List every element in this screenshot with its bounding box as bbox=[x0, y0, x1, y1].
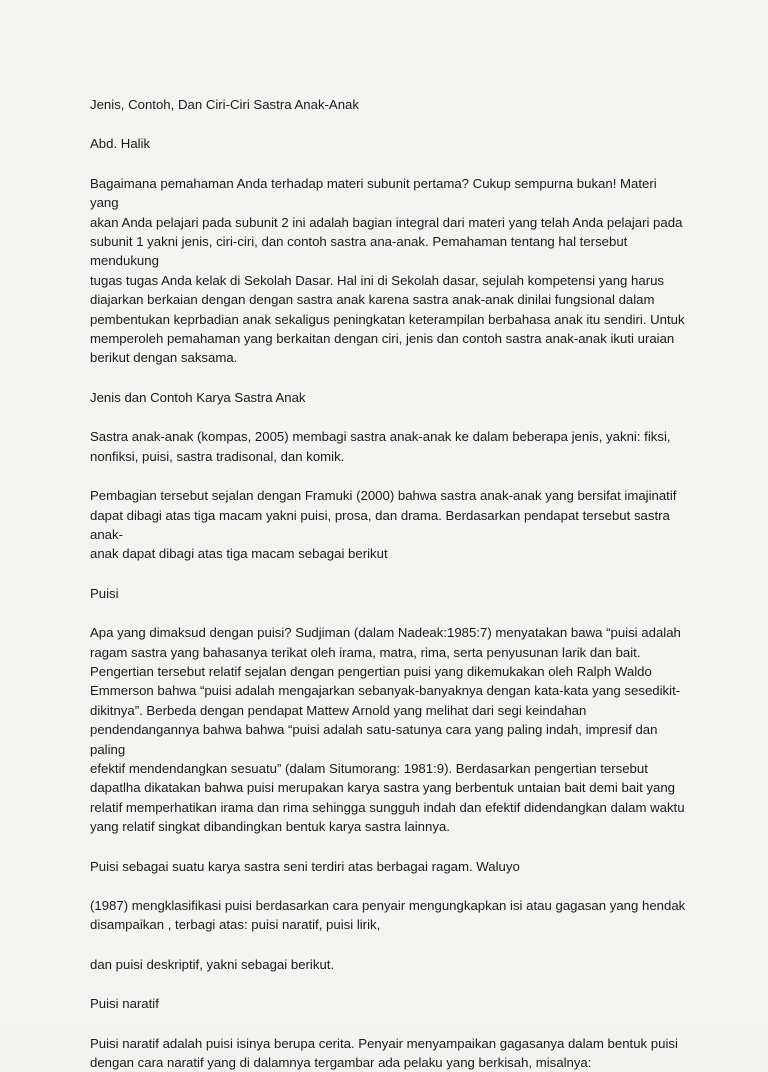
paragraph-puisi-naratif: Puisi naratif adalah puisi isinya berupa cerita. Penyair menyampaikan gagasanya dalam bentuk puisi dengan cara naratif yang di dalamnya tergambar ada pelaku yang berkisah, misalnya: bbox=[90, 1035, 678, 1071]
section-heading-puisi: Puisi bbox=[90, 585, 119, 601]
section-heading-puisi-naratif: Puisi naratif bbox=[90, 996, 159, 1012]
paragraph-deskriptif: dan puisi deskriptif, yakni sebagai berikut. bbox=[90, 956, 335, 972]
document-author: Abd. Halik bbox=[90, 136, 151, 152]
paragraph-kompas: Sastra anak-anak (kompas, 2005) membagi sastra anak-anak ke dalam beberapa jenis, yakni: fiksi, nonfiksi, puisi, sastra tradisonal, dan komik. bbox=[90, 429, 671, 464]
document-title: Jenis, Contoh, Dan Ciri-Ciri Sastra Anak-Anak bbox=[90, 97, 359, 112]
section-heading-jenis: Jenis dan Contoh Karya Sastra Anak bbox=[90, 389, 306, 405]
paragraph-framuki: Pembagian tersebut sejalan dengan Framuki (2000) bahwa sastra anak-anak yang bersifat imajinatif dapat dibagi atas tiga macam yakni puisi, prosa, dan drama. Berdasarkan pendapat tersebut sastra anak- anak dapat dibagi atas tiga macam sebagai berikut bbox=[90, 488, 677, 562]
paragraph-waluyo: (1987) mengklasifikasi puisi berdasarkan cara penyair mengungkapkan isi atau gagasan yang hendak disampaikan , terbagi atas: puisi naratif, puisi lirik, bbox=[90, 898, 686, 933]
paragraph-puisi-ragam: Puisi sebagai suatu karya sastra seni terdiri atas berbagai ragam. Waluyo bbox=[90, 858, 520, 874]
paragraph-puisi-definition: Apa yang dimaksud dengan puisi? Sudjiman (dalam Nadeak:1985:7) menyatakan bawa “puisi adalah ragam sastra yang bahasanya terikat oleh irama, matra, rima, serta penyusunan larik dan bait. Pengertian tersebut relatif sejalan dengan pengertian puisi yang dikemukakan oleh Ralph Waldo Emmerson bahwa “puisi adalah mengajarkan sebanyak-banyaknya dengan kata-kata yang sesedikit- dikitnya”. Berbeda dengan pendapat Mattew Arnold yang melihat dari segi keindahan pendendangannya bahwa bahwa “puisi adalah satu-satunya cara yang paling indah, impresif dan paling efektif mendendangkan sesuatu” (dalam Situmorang: 1981:9). Berdasarkan pengertian tersebut dapatlha dikatakan bahwa puisi merupakan karya sastra yang berbentuk untaian bait demi bait yang relatif memperhatikan irama dan rima sehingga sungguh indah dan efektif didendangkan dalam waktu yang relatif singkat dibandingkan bentuk karya sastra lainnya. bbox=[90, 625, 685, 835]
paragraph-intro: Bagaimana pemahaman Anda terhadap materi subunit pertama? Cukup sempurna bukan! Materi yang akan Anda pelajari pada subunit 2 ini adalah bagian integral dari materi yang telah Anda pelajari pada subunit 1 yakni jenis, ciri-ciri, dan contoh sastra ana-anak. Pemahaman tentang hal tersebut mendukung tugas tugas Anda kelak di Sekolah Dasar. Hal ini di Sekolah dasar, sejulah kompetensi yang harus diajarkan berkaian dengan dengan sastra anak karena sastra anak-anak dinilai fungsional dalam pembentukan keprbadian anak sekaligus peningkatan keterampilan berbahasa anak itu sendiri. Untuk memperoleh pemahaman yang berkaitan dengan ciri, jenis dan contoh sastra anak-anak ikuti uraian berikut dengan saksama. bbox=[90, 175, 685, 366]
